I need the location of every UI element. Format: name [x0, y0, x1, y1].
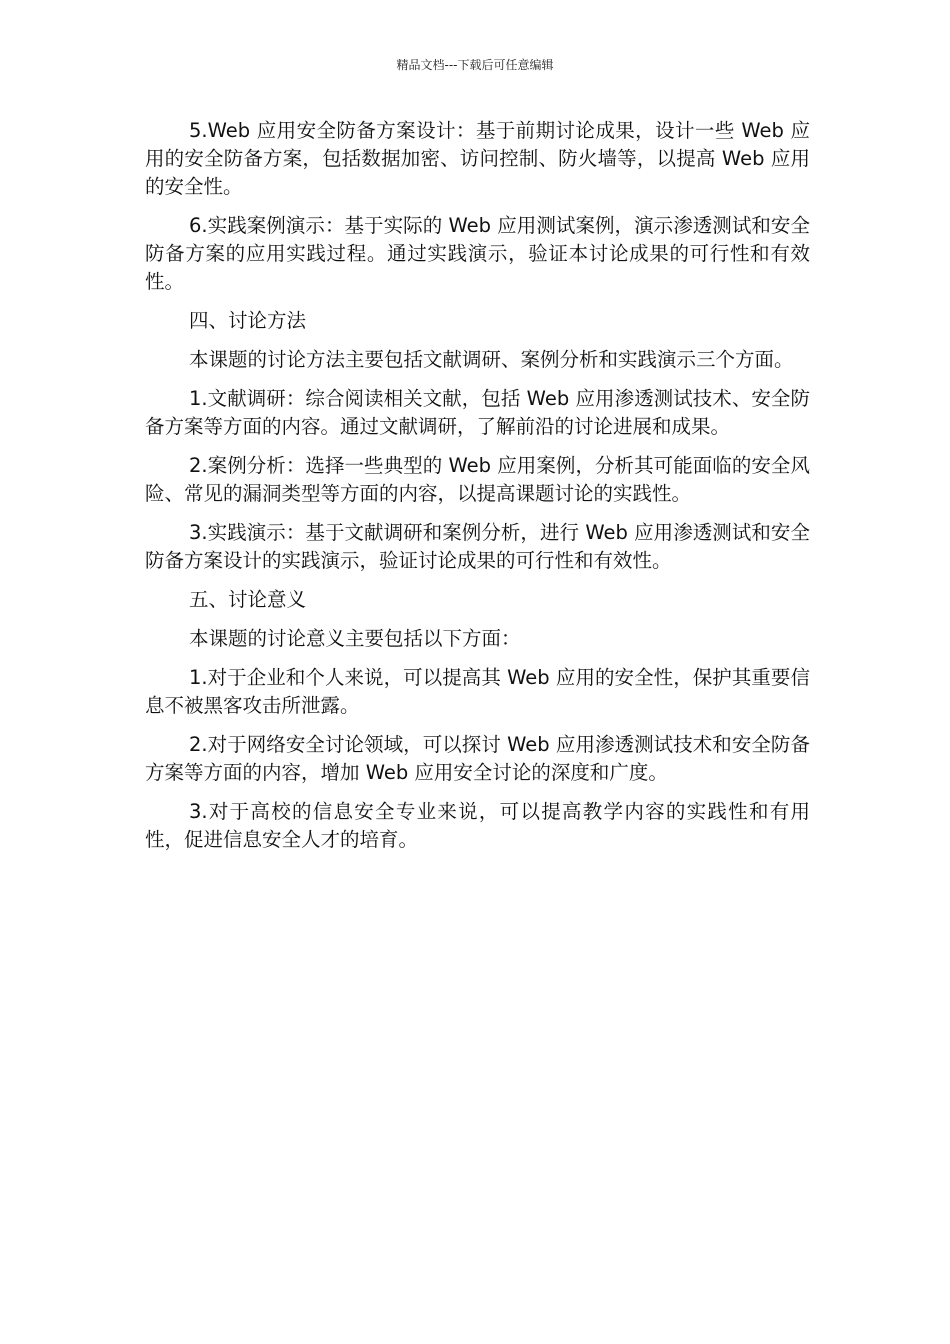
page-header: 精品文档---下载后可任意编辑 — [396, 58, 554, 72]
paragraph-item-5: 5.Web 应用安全防备方案设计：基于前期讨论成果，设计一些 Web 应用的安全防备方案，包括数据加密、访问控制、防火墙等，以提高 Web 应用的安全性。 — [145, 119, 810, 198]
section-heading-methods: 四、讨论方法 — [189, 309, 307, 332]
paragraph-significance-1: 1.对于企业和个人来说，可以提高其 Web 应用的安全性，保护其重要信息不被黑客攻击所泄露。 — [145, 666, 810, 717]
paragraph-significance-intro: 本课题的讨论意义主要包括以下方面： — [189, 627, 521, 650]
paragraph-methods-intro: 本课题的讨论方法主要包括文献调研、案例分析和实践演示三个方面。 — [189, 348, 794, 371]
paragraph-method-3: 3.实践演示：基于文献调研和案例分析，进行 Web 应用渗透测试和安全防备方案设计的实践演示，验证讨论成果的可行性和有效性。 — [145, 521, 810, 572]
paragraph-significance-2: 2.对于网络安全讨论领域，可以探讨 Web 应用渗透测试技术和安全防备方案等方面的内容，增加 Web 应用安全讨论的深度和广度。 — [145, 733, 810, 784]
document-body — [145, 117, 810, 865]
section-heading-significance: 五、讨论意义 — [189, 588, 307, 611]
paragraph-method-1: 1.文献调研：综合阅读相关文献，包括 Web 应用渗透测试技术、安全防备方案等方面的内容。通过文献调研，了解前沿的讨论进展和成果。 — [145, 387, 810, 438]
paragraph-item-6: 6.实践案例演示：基于实际的 Web 应用测试案例，演示渗透测试和安全防备方案的应用实践过程。通过实践演示，验证本讨论成果的可行性和有效性。 — [145, 214, 810, 293]
paragraph-method-2: 2.案例分析：选择一些典型的 Web 应用案例，分析其可能面临的安全风险、常见的漏洞类型等方面的内容，以提高课题讨论的实践性。 — [145, 454, 810, 505]
paragraph-significance-3: 3.对于高校的信息安全专业来说，可以提高教学内容的实践性和有用性，促进信息安全人才的培育。 — [145, 800, 810, 851]
